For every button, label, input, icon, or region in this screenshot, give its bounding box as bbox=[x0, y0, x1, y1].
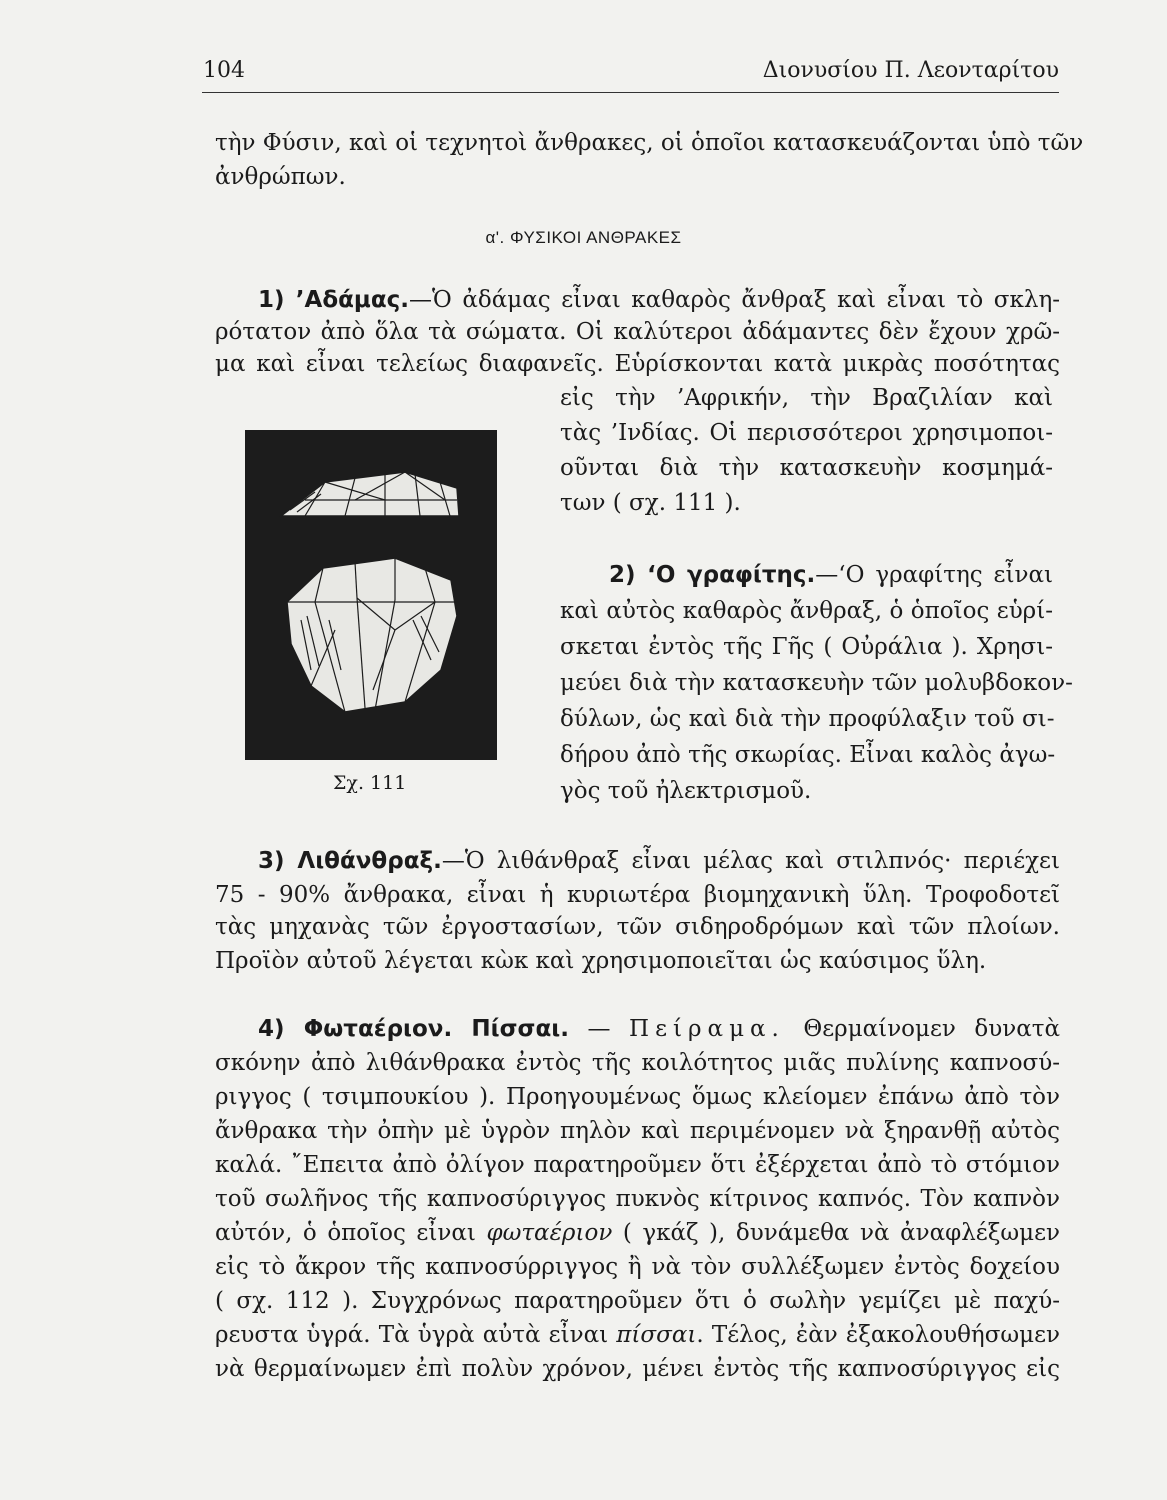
header-rule bbox=[202, 92, 1059, 93]
graphitis-line-3: σκεται ἐντὸς τῆς Γῆς ( Οὐράλια ). Χρησι- bbox=[560, 634, 1053, 660]
fotaerion-line-6: τοῦ σωλῆνος τῆς καπνοσύριγγος πυκνὸς κίτρινος καπνός. Τὸν καπνὸν bbox=[215, 1186, 1060, 1212]
page-number: 104 bbox=[203, 58, 245, 83]
fotaerion-line-4: ἄνθρακα τὴν ὀπὴν μὲ ὑγρὸν πηλὸν καὶ περιμένομεν νὰ ξηρανθῇ αὐτὸς bbox=[215, 1118, 1060, 1144]
adamas-line-5: τὰς ’Ινδίας. Οἱ περισσότεροι χρησιμοποι- bbox=[560, 420, 1053, 446]
graphitis-line-6: δήρου ἀπὸ τῆς σκωρίας. Εἶναι καλὸς ἀγω- bbox=[560, 742, 1056, 768]
diamond-illustration-icon bbox=[245, 430, 497, 760]
adamas-line-2: ρότατον ἀπὸ ὅλα τὰ σώματα. Οἱ καλύτεροι ἀδάμαντες δὲν ἔχουν χρῶ- bbox=[215, 319, 1060, 345]
graphitis-line-4: μεύει διὰ τὴν κατασκευὴν τῶν μολυβδοκον- bbox=[560, 670, 1073, 696]
peirama-label: Πείραμα. bbox=[629, 1016, 785, 1042]
fotaerion-line-1: 4) Φωταέριον. Πίσσαι. — Πείραμα. Θερμαίνομεν δυνατὰ bbox=[258, 1016, 1060, 1042]
intro-line-2: ἀνθρώπων. bbox=[215, 164, 346, 190]
adamas-line-4: εἰς τὴν ’Αφρικήν, τὴν Βραζιλίαν καὶ bbox=[560, 385, 1053, 411]
fotaerion-line-10: ρευστα ὑγρά. Τὰ ὑγρὰ αὐτὰ εἶναι πίσσαι. Τέλος, ἐὰν ἐξακολουθήσωμεν bbox=[215, 1322, 1060, 1348]
fotaerion-line-7: αὐτόν, ὁ ὁποῖος εἶναι φωταέριον ( γκάζ ), δυνάμεθα νὰ ἀναφλέξωμεν bbox=[215, 1220, 1060, 1246]
adamas-line-3: μα καὶ εἶναι τελείως διαφανεῖς. Εὑρίσκονται κατὰ μικρὰς ποσότητας bbox=[215, 351, 1060, 377]
lithanthrax-heading: 3) Λιθάνθραξ. bbox=[258, 848, 442, 874]
fotaerion-line-2: σκόνην ἀπὸ λιθάνθρακα ἐντὸς τῆς κοιλότητος μιᾶς πυλίνης καπνοσύ- bbox=[215, 1050, 1060, 1076]
lithanthrax-line-1: 3) Λιθάνθραξ.—Ὁ λιθάνθραξ εἶναι μέλας καὶ στιλπνός· περιέχει bbox=[258, 848, 1060, 874]
fotaerion-line-5: καλά. ῎Επειτα ἀπὸ ὀλίγον παρατηροῦμεν ὅτι ἐξέρχεται ἀπὸ τὸ στόμιον bbox=[215, 1152, 1060, 1178]
adamas-line-6: οῦνται διὰ τὴν κατασκευὴν κοσμημά- bbox=[560, 455, 1053, 481]
adamas-line-7: των ( σχ. 111 ). bbox=[560, 490, 741, 516]
pissai-term: πίσσαι bbox=[616, 1322, 697, 1348]
graphitis-line-1: 2) ‘Ο γραφίτης.—‘Ο γραφίτης εἶναι bbox=[609, 562, 1053, 588]
fotaerion-line-8: εἰς τὸ ἄκρον τῆς καπνοσύρριγγος ἢ νὰ τὸν συλλέξωμεν ἐντὸς δοχείου bbox=[215, 1254, 1060, 1280]
graphitis-heading: 2) ‘Ο γραφίτης. bbox=[609, 562, 816, 588]
graphitis-line-7: γὸς τοῦ ἠλεκτρισμοῦ. bbox=[560, 778, 812, 804]
fotaerion-term: φωταέριον bbox=[486, 1220, 613, 1246]
lithanthrax-line-3: τὰς μηχανὰς τῶν ἐργοστασίων, τῶν σιδηροδρόμων καὶ τῶν πλοίων. bbox=[215, 914, 1060, 940]
fotaerion-line-9: ( σχ. 112 ). Συγχρόνως παρατηροῦμεν ὅτι ὁ σωλὴν γεμίζει μὲ παχύ- bbox=[215, 1288, 1060, 1314]
graphitis-line-5: δύλων, ὡς καὶ διὰ τὴν προφύλαξιν τοῦ σι- bbox=[560, 706, 1055, 732]
adamas-line-1: 1) ’Αδάμας.—Ὁ ἀδάμας εἶναι καθαρὸς ἄνθραξ καὶ εἶναι τὸ σκλη- bbox=[258, 287, 1061, 313]
fotaerion-heading: 4) Φωταέριον. Πίσσαι. bbox=[258, 1016, 569, 1042]
adamas-heading: 1) ’Αδάμας. bbox=[258, 287, 410, 313]
running-header-author: Διονυσίου Π. Λεονταρίτου bbox=[762, 58, 1059, 83]
fotaerion-line-11: νὰ θερμαίνωμεν ἐπὶ πολὺν χρόνον, μένει ἐντὸς τῆς καπνοσύριγγος εἰς bbox=[215, 1356, 1060, 1382]
section-title: α'. ΦΥΣΙΚΟΙ ΑΝΘΡΑΚΕΣ bbox=[485, 228, 682, 247]
figure-caption: Σχ. 111 bbox=[333, 772, 407, 794]
graphitis-line-2: καὶ αὐτὸς καθαρὸς ἄνθραξ, ὁ ὁποῖος εὑρί- bbox=[560, 598, 1053, 624]
fotaerion-line-3: ριγγος ( τσιμπουκίου ). Προηγουμένως ὅμως κλείομεν ἐπάνω ἀπὸ τὸν bbox=[215, 1084, 1060, 1110]
lithanthrax-line-4: Προϊὸν αὐτοῦ λέγεται κὼκ καὶ χρησιμοποιεῖται ὡς καύσιμος ὕλη. bbox=[215, 948, 987, 974]
intro-line-1: τὴν Φύσιν, καὶ οἱ τεχνητοὶ ἄνθρακες, οἱ ὁποῖοι κατασκευάζονται ὑπὸ τῶν bbox=[215, 130, 1084, 156]
lithanthrax-line-2: 75 - 90% ἄνθρακα, εἶναι ἡ κυριωτέρα βιομηχανικὴ ὕλη. Τροφοδοτεῖ bbox=[215, 882, 1060, 908]
